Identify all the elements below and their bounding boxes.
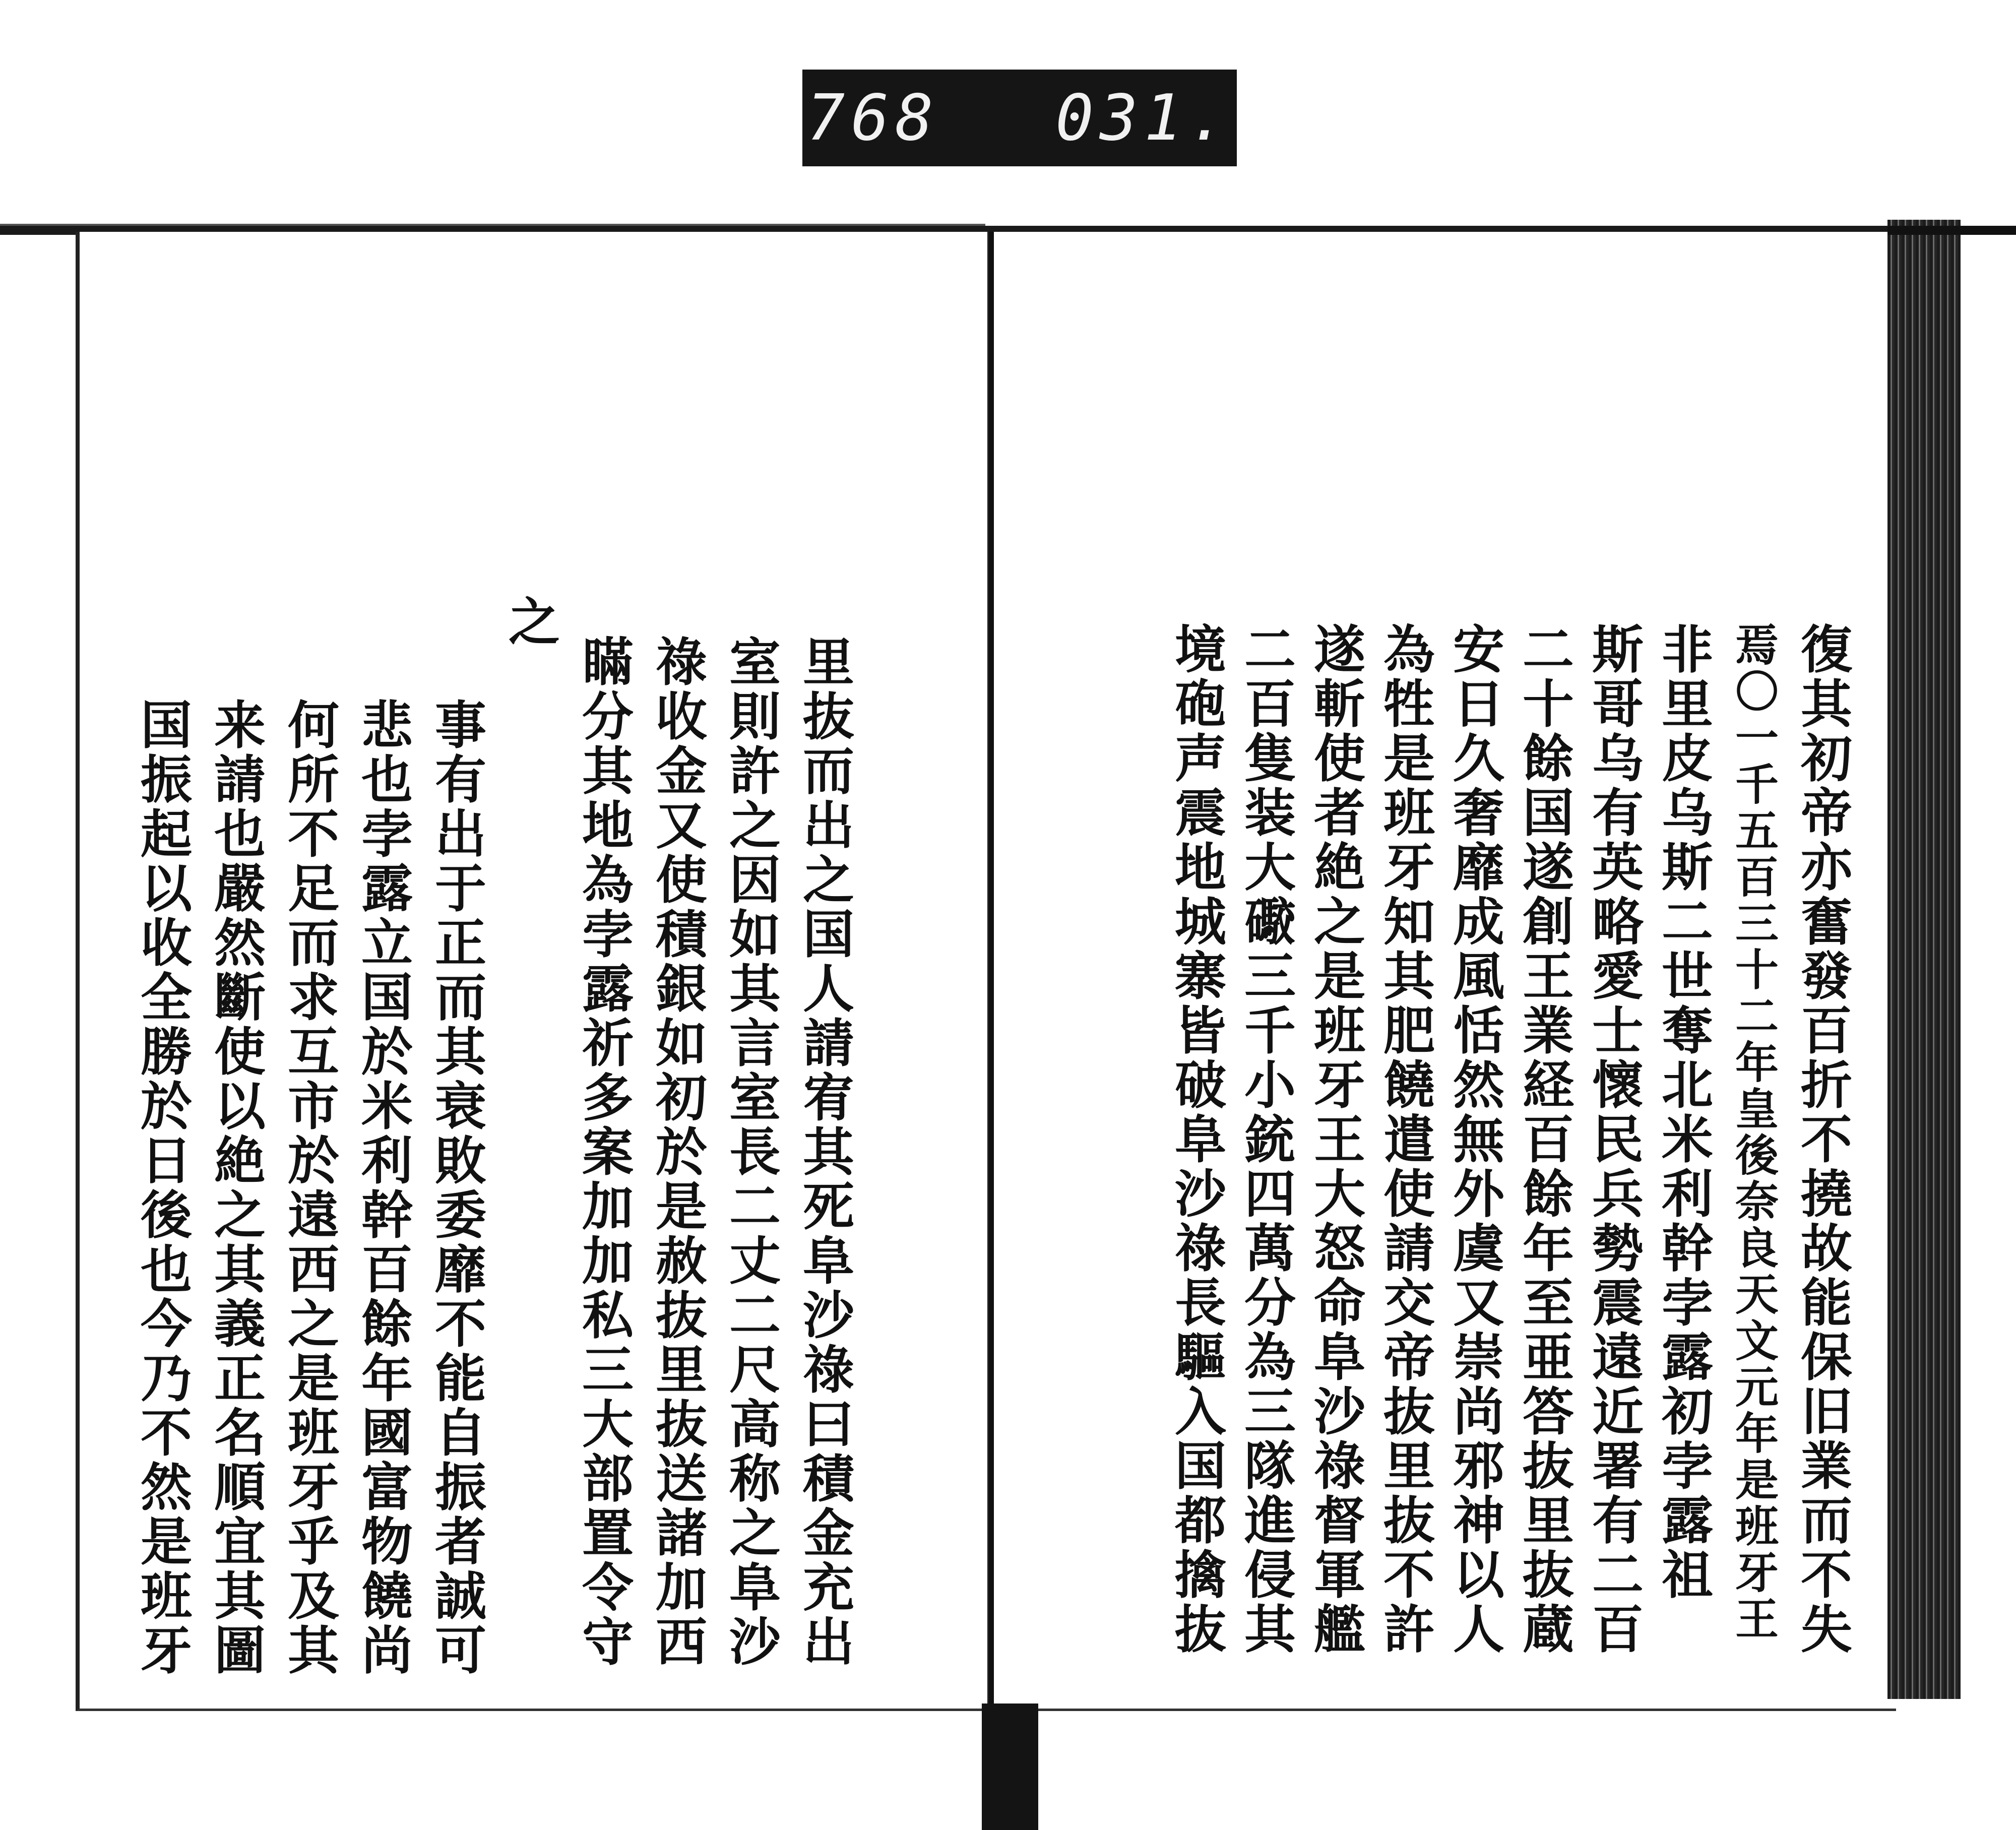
text-column: 境砲声震地城寨皆破阜沙祿長驅入国都擒抜 (1166, 622, 1227, 1657)
text-column: 遂斬使者絶之是班牙王大怒命阜沙祿督軍艦 (1305, 622, 1366, 1657)
text-column: 為牲是班牙知其肥饒遣使請交帝抜里抜不許 (1375, 622, 1435, 1657)
right-page-text (1126, 622, 1853, 1657)
text-column: 非里皮乌斯二世奪北米利幹孛露初孛露祖 (1653, 622, 1714, 1602)
page-number: 031. (1055, 81, 1233, 155)
text-column: 二百隻装大礮三千小銃四萬分為三隊進侵其 (1236, 622, 1296, 1657)
text-column: 斯哥乌有英略愛士懷民兵勢震遠近署有二百 (1584, 622, 1644, 1657)
text-column: 悲也孛露立国於米利幹百餘年國富物饒尚 (353, 698, 413, 1678)
text-column: 復其初帝亦奮發百折不撓故能保旧業而不失 (1792, 622, 1853, 1657)
volume-number: 768 (806, 81, 940, 155)
archive-number-plate (802, 70, 1237, 166)
page-edge-stack (1887, 220, 1961, 1699)
bookmark-ribbon (982, 1703, 1038, 1830)
text-column: 室則許之因如其言室長二丈二尺高称之阜沙 (721, 635, 781, 1669)
text-column: 里抜而出之国人請宥其死阜沙祿曰積金充出 (794, 635, 855, 1669)
text-column: 事有出于正而其衰敗委靡不能自振者誠可 (426, 698, 487, 1678)
text-column: 二十餘国遂創王業経百餘年至亜答抜里抜蔵 (1514, 622, 1574, 1657)
page-edge-top (1887, 226, 2016, 235)
text-column: 安日久奢靡成風恬然無外虞又崇尚邪神以人 (1444, 622, 1505, 1657)
left-page-text (132, 595, 855, 1678)
text-column: 国振起以收全勝於日後也今乃不然是班牙 (132, 698, 193, 1678)
text-column: 祿收金又使積銀如初於是赦抜里抜送諸加西 (647, 635, 708, 1669)
text-column: 之 (500, 595, 560, 649)
text-column: 瞞分其地為孛露祈多案加加私三大部置令守 (574, 635, 634, 1669)
text-column: 来請也嚴然斷使以絶之其義正名順宜其圖 (206, 698, 266, 1678)
text-column: 焉〇一千五百三十二年皇後奈良天文元年是班牙王 (1728, 622, 1779, 1643)
text-column: 何所不足而求互市於遠西之是班牙乎及其 (279, 698, 340, 1678)
